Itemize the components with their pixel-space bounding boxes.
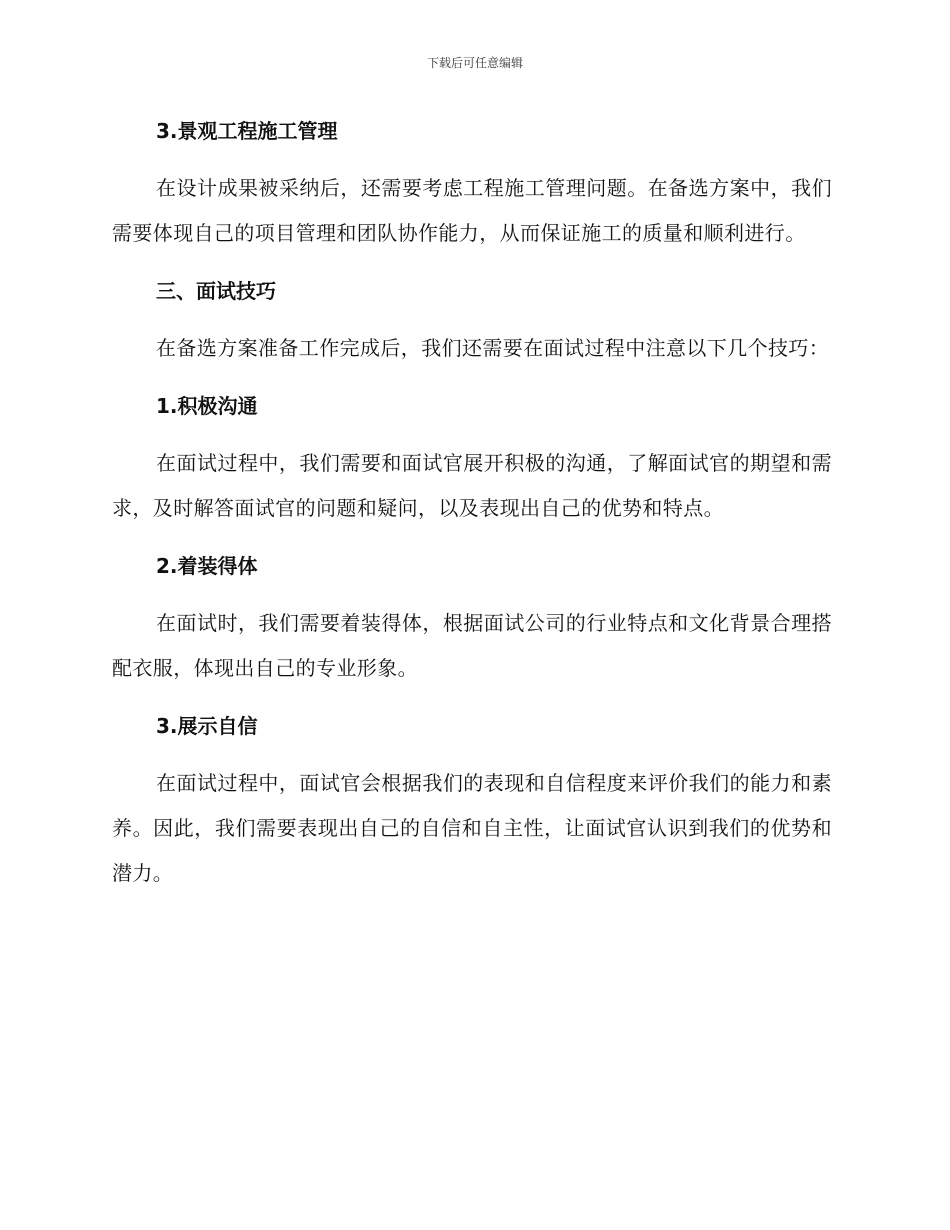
paragraph-communication: 在面试过程中，我们需要和面试官展开积极的沟通，了解面试官的期望和需求，及时解答面试官的问题和疑问，以及表现出自己的优势和特点。: [112, 451, 832, 520]
document-body: [112, 108, 832, 908]
paragraph-interview-intro: 在备选方案准备工作完成后，我们还需要在面试过程中注意以下几个技巧：: [156, 336, 830, 360]
section-heading-landscape-construction: 3.景观工程施工管理: [156, 119, 338, 143]
section-heading-dress: 2.着装得体: [156, 554, 258, 578]
section-heading-communication: 1.积极沟通: [156, 394, 258, 418]
paragraph-confidence: 在面试过程中，面试官会根据我们的表现和自信程度来评价我们的能力和素养。因此，我们需要表现出自己的自信和自主性，让面试官认识到我们的优势和潜力。: [112, 771, 832, 885]
section-heading-confidence: 3.展示自信: [156, 714, 258, 738]
page-header: 下载后可任意编辑: [426, 56, 523, 70]
paragraph-construction-management: 在设计成果被采纳后，还需要考虑工程施工管理问题。在备选方案中，我们需要体现自己的项目管理和团队协作能力，从而保证施工的质量和顺利进行。: [112, 176, 832, 245]
paragraph-dress: 在面试时，我们需要着装得体，根据面试公司的行业特点和文化背景合理搭配衣服，体现出自己的专业形象。: [112, 611, 832, 680]
section-heading-interview-skills: 三、面试技巧: [156, 279, 276, 303]
